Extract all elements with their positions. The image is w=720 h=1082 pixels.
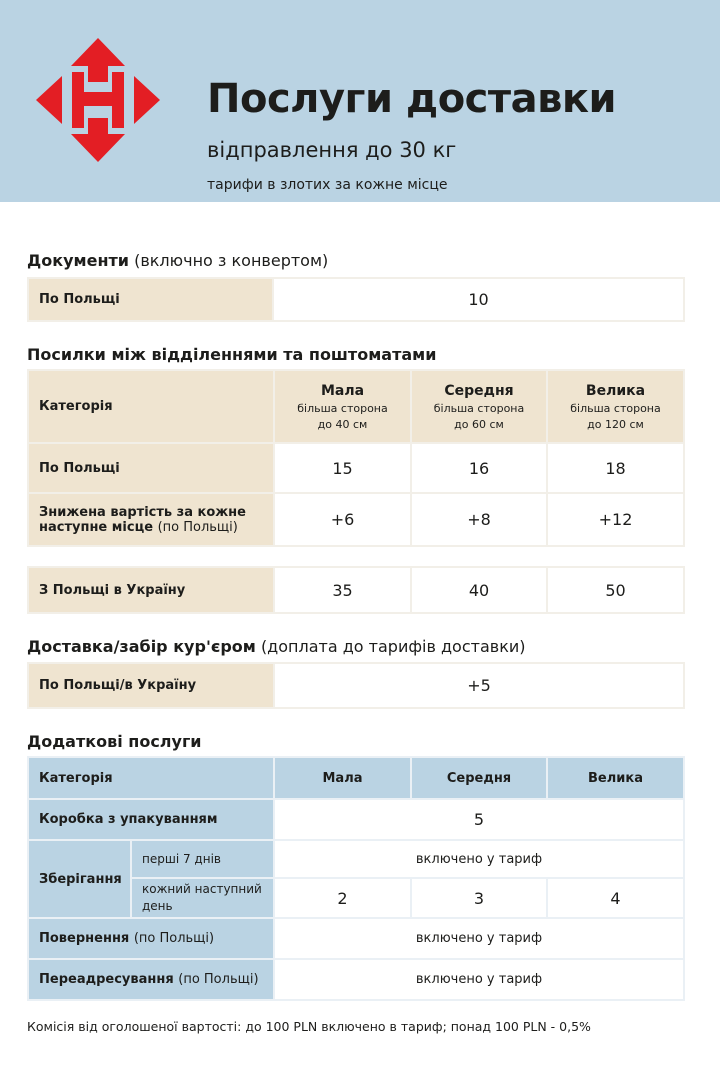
parcels-poland-large: 18 — [547, 443, 684, 493]
storage-next-medium: 3 — [411, 878, 547, 918]
redirect-value: включено у тариф — [274, 959, 684, 1000]
box-value: 5 — [274, 799, 684, 840]
box-label: Коробка з упакуванням — [28, 799, 274, 840]
documents-row-value: 10 — [273, 278, 684, 321]
redirect-label: Переадресування (по Польщі) — [28, 959, 274, 1000]
parcels-col-large: Велика більша сторона до 120 см — [547, 370, 684, 443]
storage-next-label: кожний наступний день — [131, 878, 274, 918]
storage-first-label: перші 7 днів — [131, 840, 274, 878]
extra-col-medium: Середня — [411, 757, 547, 799]
documents-heading — [27, 251, 328, 270]
parcels-heading — [27, 345, 436, 364]
table-row — [28, 840, 684, 878]
table-row — [28, 959, 684, 1000]
table-row — [28, 799, 684, 840]
ukraine-medium: 40 — [411, 567, 547, 613]
return-label: Повернення (по Польщі) — [28, 918, 274, 959]
ukraine-large: 50 — [547, 567, 684, 613]
tariff-note: тарифи в злотих за кожне місце — [207, 177, 448, 193]
parcels-poland-medium: 16 — [411, 443, 547, 493]
storage-label: Зберігання — [28, 840, 131, 918]
parcels-discount-large: +12 — [547, 493, 684, 546]
ukraine-small: 35 — [274, 567, 411, 613]
page-title: Послуги доставки — [207, 76, 617, 122]
ukraine-label: З Польщі в Україну — [28, 567, 274, 613]
return-value: включено у тариф — [274, 918, 684, 959]
courier-heading — [27, 637, 526, 656]
courier-table — [27, 662, 685, 709]
table-row — [28, 567, 684, 613]
parcels-col-medium: Середня більша сторона до 60 см — [411, 370, 547, 443]
table-row — [28, 918, 684, 959]
documents-row-label: По Польщі — [28, 278, 273, 321]
extra-heading — [27, 732, 202, 751]
parcels-poland-small: 15 — [274, 443, 411, 493]
parcels-table — [27, 369, 685, 547]
parcels-discount-medium: +8 — [411, 493, 547, 546]
table-row — [28, 443, 684, 493]
header-banner — [0, 0, 720, 202]
storage-first-value: включено у тариф — [274, 840, 684, 878]
parcels-heading-text: Посилки між відділеннями та поштоматами — [27, 345, 437, 364]
nova-poshta-logo-icon — [34, 36, 162, 164]
table-header-row — [28, 370, 684, 443]
parcels-poland-label: По Польщі — [28, 443, 274, 493]
documents-heading-bold: Документи — [27, 251, 129, 270]
extra-heading-text: Додаткові послуги — [27, 732, 202, 751]
table-row — [28, 663, 684, 708]
commission-footnote: Комісія від оголошеної вартості: до 100 PLN включено в тариф; понад 100 PLN - 0,5% — [27, 1019, 591, 1034]
extra-services-table — [27, 756, 685, 1001]
extra-col-small: Мала — [274, 757, 411, 799]
storage-next-small: 2 — [274, 878, 411, 918]
documents-table — [27, 277, 685, 322]
table-header-row — [28, 757, 684, 799]
ukraine-table — [27, 566, 685, 614]
documents-heading-note: (включно з конвертом) — [134, 251, 329, 270]
courier-row-value: +5 — [274, 663, 684, 708]
courier-heading-bold: Доставка/забір кур'єром — [27, 637, 256, 656]
parcels-category-header: Категорія — [28, 370, 274, 443]
courier-heading-note: (доплата до тарифів доставки) — [260, 637, 526, 656]
table-row — [28, 278, 684, 321]
parcels-discount-label: Знижена вартість за кожне наступне місце (по Польщі) — [28, 493, 274, 546]
parcels-discount-small: +6 — [274, 493, 411, 546]
page-subtitle: відправлення до 30 кг — [207, 138, 457, 162]
extra-col-large: Велика — [547, 757, 684, 799]
extra-category-header: Категорія — [28, 757, 274, 799]
storage-next-large: 4 — [547, 878, 684, 918]
parcels-col-small: Мала більша сторона до 40 см — [274, 370, 411, 443]
courier-row-label: По Польщі/в Україну — [28, 663, 274, 708]
table-row — [28, 493, 684, 546]
